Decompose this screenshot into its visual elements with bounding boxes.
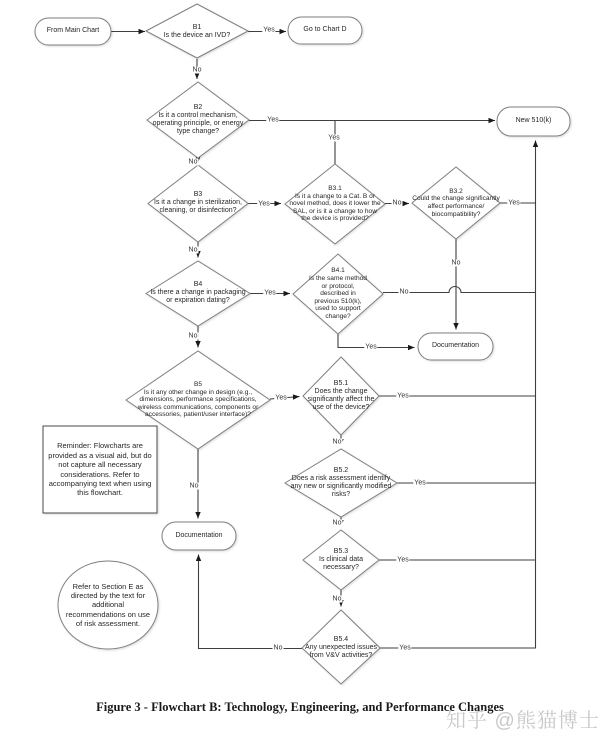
section-e-note-circle <box>58 561 158 649</box>
edge-label-b5-no: No <box>189 482 199 490</box>
b5-3-text: Is clinical data necessary? <box>319 555 363 572</box>
b1-text: Is the device an IVD? <box>163 32 231 39</box>
b5-id: B5 <box>193 380 203 388</box>
b4-diamond <box>146 261 250 326</box>
b1-diamond <box>146 4 248 58</box>
b3-diamond <box>148 165 248 242</box>
b5-1-text: Does the change significantly affect the use of the device? <box>307 387 375 412</box>
b5-2-diamond <box>285 449 397 517</box>
edge-label-b5-2-no: No <box>332 519 342 527</box>
b3-id: B3 <box>193 190 203 198</box>
zhihu-watermark: 知乎 @熊猫博士 <box>446 710 600 732</box>
figure-caption: Figure 3 - Flowchart B: Technology, Engineering, and Performance Changes <box>96 700 504 714</box>
from-main-chart-label: From Main Chart <box>46 27 100 35</box>
b4-1-id: B4.1 <box>331 267 345 275</box>
edge-label-b4-1-no: No <box>399 288 409 296</box>
edge-label-b3-no: No <box>188 246 198 254</box>
b5-2-id: B5.2 <box>333 466 349 474</box>
b3-text: Is it a change in sterilization, cleaning, or disinfection? <box>154 198 242 215</box>
edge-label-b3-1-yes-up: Yes <box>328 134 340 142</box>
reminder-box <box>43 426 157 513</box>
edge-label-b5-3-yes: Yes <box>397 556 409 564</box>
documentation-left-label: Documentation <box>175 531 223 539</box>
edge-label-b5-4-yes: Yes <box>399 644 411 652</box>
b4-1-text: Is the same method or protocol, described in previous 510(k), used to support change? <box>309 274 367 321</box>
b5-1-diamond <box>303 357 379 435</box>
edge-label-b1-no: No <box>192 66 202 74</box>
from-main-chart-terminal <box>35 18 111 45</box>
b3-1-text: Is it a change to a Cat. B or novel method, does it lower the SAL, or is it a change to how the device is provided? <box>289 192 381 223</box>
section-e-note: Refer to Section E as directed by the text for additional recommendations on use of risk assessment. <box>65 581 151 629</box>
node-shapes <box>35 4 570 684</box>
edge-label-b5-2-yes: Yes <box>414 479 426 487</box>
edge-label-b5-3-no: No <box>332 595 342 603</box>
documentation-left-terminal <box>162 522 236 550</box>
b3-2-diamond <box>412 167 500 239</box>
edge-label-b5-4-no: No <box>273 644 283 652</box>
b5-3-diamond <box>303 530 379 590</box>
b5-2-text: Does a risk assessment identify any new or significantly modified risks? <box>290 474 392 499</box>
new-510k-label: New 510(k) <box>515 117 552 125</box>
go-to-chart-d-terminal <box>288 17 362 44</box>
edge-label-b1-yes: Yes <box>263 26 275 34</box>
reminder-note: Reminder: Flowcharts are provided as a visual aid, but do not capture all necessary considerations. Refer to accompanying text when using this flowchart. <box>48 441 152 498</box>
b2-id: B2 <box>193 103 203 111</box>
b1-id: B1 <box>192 23 202 31</box>
b5-text: Is it any other change in design (e.g., dimensions, performance specifications, wireless communications, components or accessories, patient/user interface)? <box>137 388 259 419</box>
edge-label-b5-yes: Yes <box>275 394 287 402</box>
edge-label-b3-2-no: No <box>451 259 461 267</box>
new-510k-terminal <box>497 107 570 136</box>
b4-text: Is there a change in packaging or expiration dating? <box>150 288 246 305</box>
b3-2-text: Could the change significantly affect performance/ biocompatibility? <box>412 195 500 218</box>
b4-1-diamond <box>293 254 383 334</box>
b3-1-id: B3.1 <box>328 184 342 192</box>
edge-label-b5-1-no: No <box>332 438 342 446</box>
documentation-right-terminal <box>418 333 493 360</box>
edge-label-b4-yes: Yes <box>264 289 276 297</box>
b5-1-id: B5.1 <box>333 379 349 387</box>
b5-4-text: Any unexpected issues from V&V activities? <box>305 643 377 660</box>
b5-4-id: B5.4 <box>333 635 349 643</box>
edge-label-b5-1-yes: Yes <box>397 392 409 400</box>
b3-1-diamond <box>285 164 385 244</box>
b2-diamond <box>147 82 249 158</box>
edge-label-b2-no: No <box>188 158 198 166</box>
edge-label-b3-2-yes: Yes <box>508 199 520 207</box>
b5-4-diamond <box>302 610 380 684</box>
edge-label-b2-yes: Yes <box>267 116 279 124</box>
b5-3-id: B5.3 <box>333 547 349 555</box>
edge-b5-4-no <box>199 555 303 649</box>
documentation-right-label: Documentation <box>431 342 480 350</box>
go-to-chart-d-label: Go to Chart D <box>303 26 347 34</box>
b4-id: B4 <box>193 280 203 288</box>
b2-text: Is it a control mechanism, operating principle, or energy type change? <box>152 111 244 136</box>
edge-label-b4-1-yes: Yes <box>365 343 377 351</box>
edge-label-b3-1-no: No <box>392 199 402 207</box>
b3-2-id: B3.2 <box>449 187 463 195</box>
edge-label-b3-yes: Yes <box>258 200 270 208</box>
edge-label-b4-no: No <box>188 332 198 340</box>
